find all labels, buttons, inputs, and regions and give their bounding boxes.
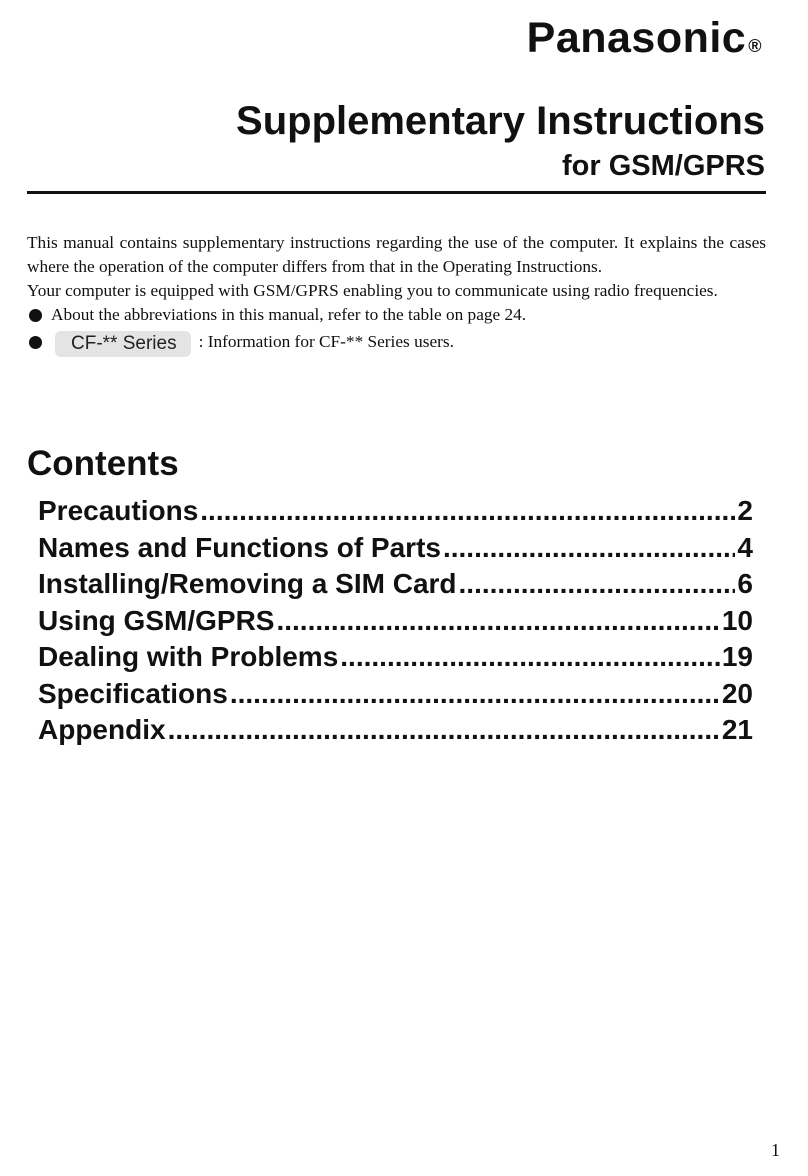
toc-leader-dots (168, 714, 720, 746)
toc-entry-page: 20 (721, 677, 753, 709)
intro-section (27, 231, 766, 357)
toc-entry[interactable] (38, 641, 753, 678)
toc-leader-dots (459, 568, 736, 600)
page-title: Supplementary Instructions (236, 99, 765, 143)
toc-entry-title: Names and Functions of Parts (38, 531, 441, 563)
bullet-text: : Information for CF-** Series users. (198, 332, 454, 351)
toc-entry-title: Installing/Removing a SIM Card (38, 568, 457, 599)
contents-heading: Contents (27, 444, 179, 483)
toc-entry-page: 21 (721, 714, 753, 745)
toc-entry[interactable] (38, 495, 753, 532)
brand-name: Panasonic (526, 14, 747, 62)
toc-entry-page: 4 (737, 531, 753, 563)
toc-entry-title: Using GSM/GPRS (38, 604, 275, 636)
series-badge: CF-** Series (55, 331, 191, 357)
toc-entry[interactable] (38, 605, 753, 642)
brand-logo (527, 14, 762, 63)
toc-entry-page: 10 (721, 604, 753, 636)
bullet-item-series (27, 327, 766, 357)
registered-mark: ® (748, 36, 762, 56)
bullet-item-abbreviations (27, 303, 766, 327)
toc-leader-dots (230, 678, 720, 710)
bullet-icon (29, 336, 42, 349)
toc-entry-page: 19 (721, 641, 753, 672)
toc-leader-dots (340, 641, 720, 673)
toc-entry[interactable] (38, 532, 753, 569)
bullet-icon (29, 309, 42, 322)
toc-leader-dots (276, 605, 719, 637)
toc-entry[interactable] (38, 714, 753, 751)
intro-paragraph-2: Your computer is equipped with GSM/GPRS enabling you to communicate using radio frequencies. (27, 281, 718, 300)
toc-entry-page: 2 (737, 495, 753, 526)
intro-paragraph-1: This manual contains supplementary instructions regarding the use of the computer. It explains the cases where the operation of the computer differs from that in the Operating Instructions. (27, 233, 766, 276)
toc-entry[interactable] (38, 678, 753, 715)
toc-leader-dots (200, 495, 735, 527)
toc-entry-title: Appendix (38, 714, 166, 745)
toc-entry-title: Dealing with Problems (38, 641, 339, 672)
toc-entry[interactable] (38, 568, 753, 605)
page-number: 1 (771, 1140, 780, 1160)
toc-entry-title: Precautions (38, 495, 199, 526)
table-of-contents (38, 495, 753, 751)
toc-entry-title: Specifications (38, 677, 228, 709)
toc-leader-dots (443, 532, 735, 564)
header-divider (27, 191, 766, 194)
bullet-text: About the abbreviations in this manual, refer to the table on page 24. (51, 305, 527, 324)
page-subtitle: for GSM/GPRS (561, 150, 765, 182)
toc-entry-page: 6 (737, 568, 753, 599)
